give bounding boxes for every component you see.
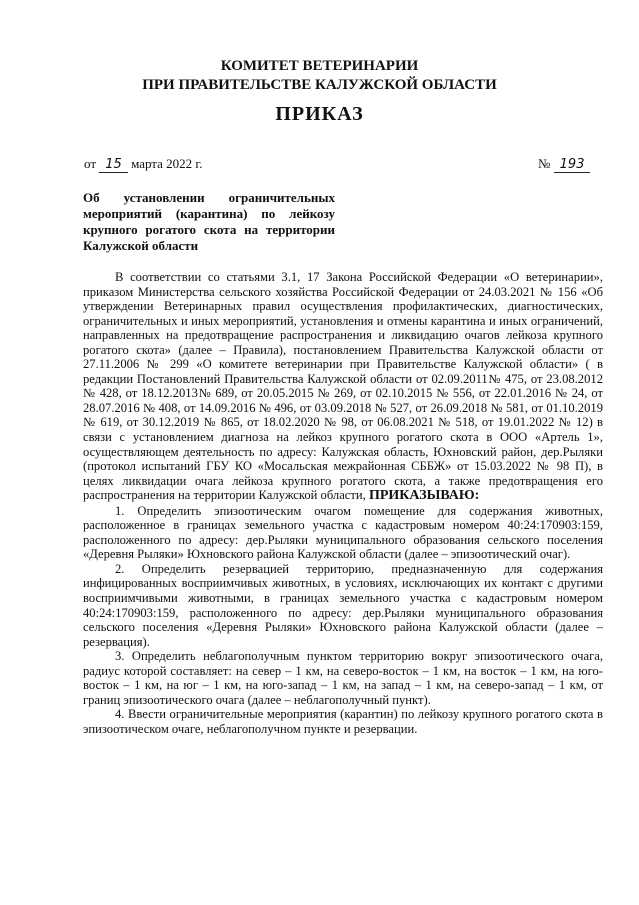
org-name-line1: КОМИТЕТ ВЕТЕРИНАРИИ xyxy=(220,58,419,74)
number-line xyxy=(538,156,590,173)
order-item-1: 1. Определить эпизоотическим очагом помещение для содержания животных, расположенное в границах земельного участка с кадастровым номером 40:24:170903:159, расположенного по адресу: дер.Рыляки муниципального образования сельского поселения «Деревня Рыляки» Юхновского района Калужской области (далее – эпизоотический очаг). xyxy=(83,503,603,562)
date-month-year: марта 2022 г. xyxy=(131,156,203,171)
number-prefix: № xyxy=(538,156,551,171)
date-line xyxy=(84,156,203,173)
org-name-line2: ПРИ ПРАВИТЕЛЬСТВЕ КАЛУЖСКОЙ ОБЛАСТИ xyxy=(142,77,497,93)
date-day-handwritten: 15 xyxy=(99,157,128,173)
preamble-paragraph xyxy=(83,270,603,504)
document-body xyxy=(83,270,603,737)
order-item-3: 3. Определить неблагополучным пунктом территорию вокруг эпизоотического очага, радиус которой составляет: на север – 1 км, на северо-восток – 1 км, на восток – 1 км, на юго-восток – 1 км, на юг – 1 км, на юго-запад – 1 км, на запад – 1 км, на северо-запад – 1 км, от границ эпизоотического очага (далее – неблагополучный пункт). xyxy=(83,649,603,707)
order-word: ПРИКАЗЫВАЮ: xyxy=(368,488,480,504)
order-item-4: 4. Ввести ограничительные мероприятия (карантин) по лейкозу крупного рогатого скота в эпизоотическом очаге, неблагополучном пункте и резервации. xyxy=(83,707,603,736)
document-subject: Об установлении ограничительных мероприятий (карантина) по лейкозу крупного рогатого скота на территории Калужской области xyxy=(83,190,335,253)
order-item-2: 2. Определить резервацией территорию, предназначенную для содержания инфицированных восприимчивых животных, в условиях, исключающих их контакт с другими восприимчивыми животными, в границах земельного участка с кадастровым номером 40:24:170903:159, расположенного по адресу: дер.Рыляки муниципального образования сельского поселения «Деревня Рыляки» Юхновского района Калужской области (далее – резервация). xyxy=(83,561,603,649)
document-type-title: ПРИКАЗ xyxy=(275,103,364,125)
document-number-handwritten: 193 xyxy=(554,157,591,173)
date-prefix: от xyxy=(84,156,97,171)
preamble-text: В соответствии со статьями 3.1, 17 Закона Российской Федерации «О ветеринарии», приказом Министерства сельского хозяйства Российской Федерации от 24.03.2021 № 156 «Об утверждении Ветеринарных правил осуществления профилактических, диагностических, ограничительных и иных мероприятий, установления и отмены карантина и иных ограничений, направленных на предотвращение распространения и ликвидацию очагов лейкоза крупного рогатого скота» (далее – Правила), постановлением Правительства Калужской области от 27.11.2006 № 299 «О комитете ветеринарии при Правительстве Калужской области» ( в редакции Постановлений Правительства Калужской области от 02.09.2011№ 475, от 23.08.2012 № 428, от 18.12.2013№ 689, от 20.05.2015 № 269, от 02.10.2015 № 556, от 22.01.2016 № 24, от 28.07.2016 № 408, от 14.09.2016 № 496, от 03.09.2018 № 527, от 26.09.2018 № 581, от 01.10.2019 № 619, от 30.12.2019 № 865, от 18.02.2020 № 98, от 06.08.2021 № 518, от 19.01.2022 № 12) в связи с установлением диагноза на лейкоз крупного рогатого скота в ООО «Артель 1», осуществляющем деятельность по адресу: Калужская область, Юхновский район, дер.Рыляки (протокол испытаний ГБУ КО «Мосальская межрайонная СББЖ» от 15.03.2022 № 98 П), в целях ликвидации очага лейкоза крупного рогатого скота, а также предотвращения его распространения на территории Калужской области, xyxy=(83,270,603,503)
